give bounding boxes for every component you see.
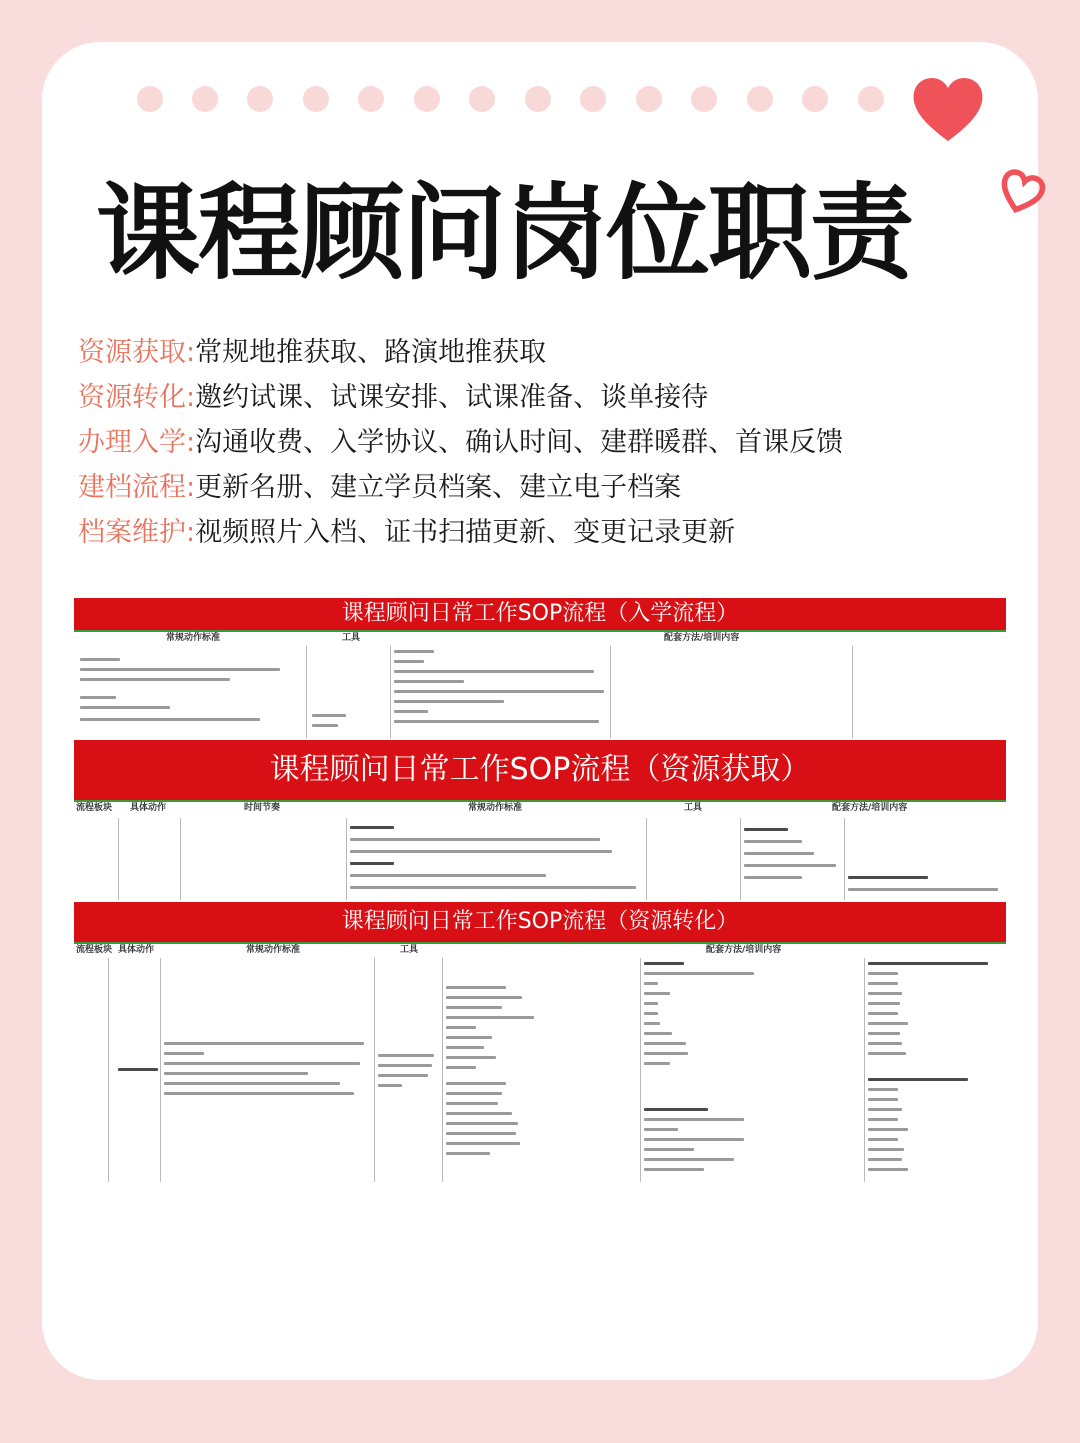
header-cell: 具体动作 <box>130 803 167 813</box>
dot <box>580 86 606 112</box>
duty-label: 档案维护: <box>78 517 196 548</box>
header-cell: 配套方法/培训内容 <box>832 803 908 813</box>
header-cell: 流程板块 <box>76 945 113 955</box>
duty-label: 办理入学: <box>78 427 196 458</box>
sop-screenshot <box>74 598 1006 1182</box>
dot <box>247 86 273 112</box>
page-title: 课程顾问岗位职责 <box>96 172 913 294</box>
header-cell: 时间节奏 <box>244 803 281 813</box>
header-cell: 具体动作 <box>118 945 155 955</box>
sheet-banner-resource-conversion: 课程顾问日常工作SOP流程（资源转化） <box>74 902 1006 942</box>
heart-icon <box>912 78 984 144</box>
duty-item <box>78 465 1018 510</box>
sheet-header-row <box>74 942 1006 959</box>
dot <box>636 86 662 112</box>
dot <box>192 86 218 112</box>
duty-item <box>78 510 1018 555</box>
header-cell: 配套方法/培训内容 <box>706 945 782 955</box>
dot <box>802 86 828 112</box>
duty-label: 资源转化: <box>78 382 196 413</box>
duty-item <box>78 420 1018 465</box>
sheet-banner-resource-acquisition: 课程顾问日常工作SOP流程（资源获取） <box>74 740 1006 800</box>
sheet-body <box>74 646 1006 738</box>
header-cell: 工具 <box>342 633 361 643</box>
duty-label: 建档流程: <box>78 472 196 503</box>
header-cell: 常规动作标准 <box>166 633 221 643</box>
header-cell: 常规动作标准 <box>468 803 523 813</box>
dot <box>858 86 884 112</box>
duty-list <box>78 330 1018 555</box>
dot <box>137 86 163 112</box>
duty-content: 常规地推获取、路演地推获取 <box>195 337 547 368</box>
dot <box>691 86 717 112</box>
dot <box>303 86 329 112</box>
duty-content: 邀约试课、试课安排、试课准备、谈单接待 <box>195 382 709 413</box>
sheet-body <box>74 818 1006 900</box>
duty-label: 资源获取: <box>78 337 196 368</box>
header-cell: 工具 <box>684 803 703 813</box>
duty-item <box>78 375 1018 420</box>
dot <box>747 86 773 112</box>
dot <box>525 86 551 112</box>
header-cell: 流程板块 <box>76 803 113 813</box>
duty-content: 沟通收费、入学协议、确认时间、建群暖群、首课反馈 <box>195 427 844 458</box>
sheet-header-row <box>74 800 1006 819</box>
duty-content: 视频照片入档、证书扫描更新、变更记录更新 <box>195 517 736 548</box>
header-cell: 配套方法/培训内容 <box>664 633 740 643</box>
sheet-header-row <box>74 630 1006 647</box>
dot <box>414 86 440 112</box>
duty-item <box>78 330 1018 375</box>
header-cell: 工具 <box>400 945 419 955</box>
sheet-body <box>74 958 1006 1182</box>
header-cell: 常规动作标准 <box>246 945 301 955</box>
sheet-banner-enrollment: 课程顾问日常工作SOP流程（入学流程） <box>74 598 1006 630</box>
dot <box>358 86 384 112</box>
duty-content: 更新名册、建立学员档案、建立电子档案 <box>195 472 682 503</box>
dot <box>469 86 495 112</box>
